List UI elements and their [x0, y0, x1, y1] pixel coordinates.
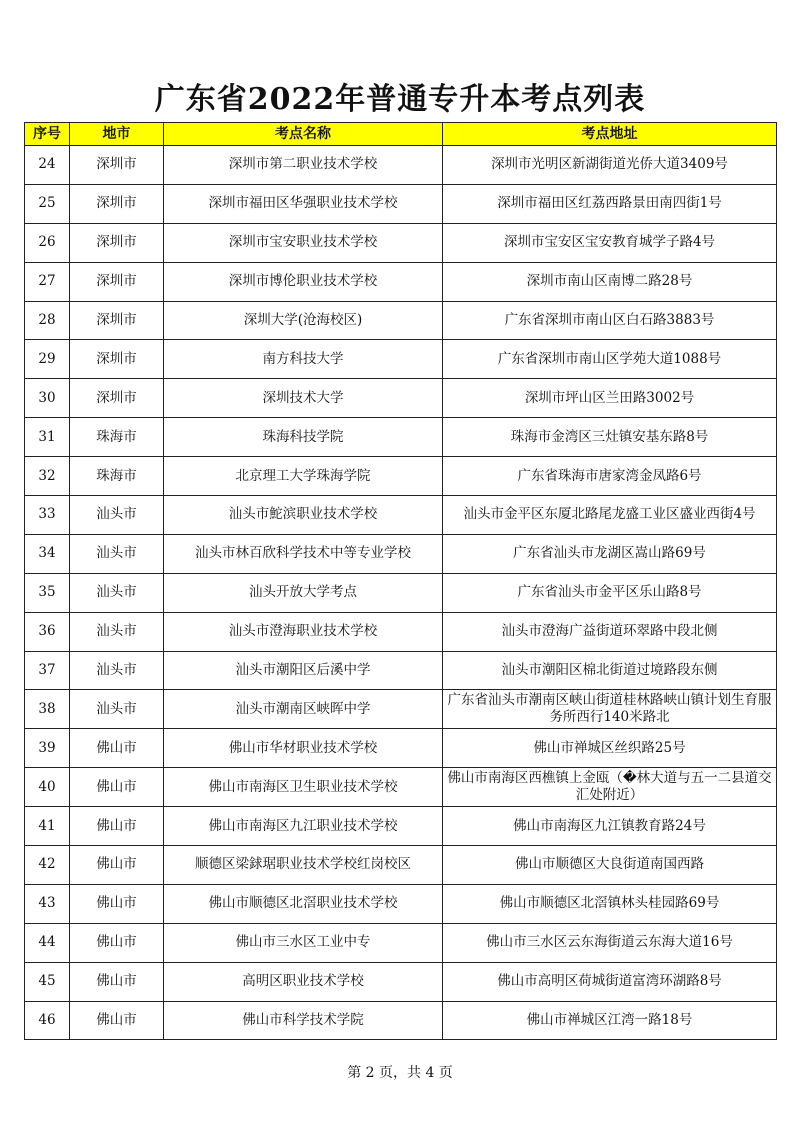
cell-city: 珠海市 [70, 457, 164, 496]
cell-city: 深圳市 [70, 340, 164, 379]
table-row [25, 146, 777, 185]
cell-city: 佛山市 [70, 807, 164, 846]
cell-name: 南方科技大学 [164, 340, 443, 379]
cell-name: 高明区职业技术学校 [164, 962, 443, 1001]
cell-no: 31 [25, 418, 70, 457]
cell-address: 广东省汕头市金平区乐山路8号 [443, 573, 777, 612]
cell-no: 41 [25, 807, 70, 846]
cell-city: 汕头市 [70, 690, 164, 729]
table-row [25, 262, 777, 301]
table-row [25, 379, 777, 418]
cell-no: 45 [25, 962, 70, 1001]
cell-no: 25 [25, 184, 70, 223]
table-row [25, 884, 777, 923]
cell-name: 汕头市潮阳区后溪中学 [164, 651, 443, 690]
cell-city: 深圳市 [70, 262, 164, 301]
table-row [25, 340, 777, 379]
cell-name: 深圳市第二职业技术学校 [164, 146, 443, 185]
cell-city: 深圳市 [70, 379, 164, 418]
cell-city: 佛山市 [70, 768, 164, 807]
cell-name: 北京理工大学珠海学院 [164, 457, 443, 496]
cell-no: 30 [25, 379, 70, 418]
table-row [25, 1001, 777, 1040]
cell-address: 广东省深圳市南山区学苑大道1088号 [443, 340, 777, 379]
cell-address: 汕头市金平区东厦北路尾龙盛工业区盛业西街4号 [443, 496, 777, 535]
cell-no: 24 [25, 146, 70, 185]
cell-no: 36 [25, 612, 70, 651]
cell-name: 深圳市博伦职业技术学校 [164, 262, 443, 301]
cell-address: 深圳市南山区南博二路28号 [443, 262, 777, 301]
cell-no: 37 [25, 651, 70, 690]
table-body [25, 146, 777, 1040]
cell-city: 佛山市 [70, 846, 164, 885]
table-row [25, 573, 777, 612]
cell-address: 佛山市禅城区江湾一路18号 [443, 1001, 777, 1040]
cell-no: 35 [25, 573, 70, 612]
cell-name: 佛山市华材职业技术学校 [164, 729, 443, 768]
cell-city: 深圳市 [70, 146, 164, 185]
table-row [25, 962, 777, 1001]
cell-no: 29 [25, 340, 70, 379]
table-row [25, 923, 777, 962]
cell-city: 深圳市 [70, 223, 164, 262]
cell-name: 佛山市科学技术学院 [164, 1001, 443, 1040]
cell-no: 38 [25, 690, 70, 729]
cell-name: 深圳市宝安职业技术学校 [164, 223, 443, 262]
table-row [25, 729, 777, 768]
page-title: 广东省2022年普通专升本考点列表 [154, 82, 646, 117]
cell-city: 佛山市 [70, 1001, 164, 1040]
header-address: 考点地址 [443, 123, 777, 146]
cell-city: 汕头市 [70, 612, 164, 651]
cell-address: 深圳市福田区红荔西路景田南四街1号 [443, 184, 777, 223]
table-header [25, 123, 777, 146]
cell-address: 广东省汕头市龙湖区嵩山路69号 [443, 534, 777, 573]
cell-address: 广东省汕头市潮南区峡山街道桂林路峡山镇计划生育服务所西行140米路北 [443, 690, 777, 729]
cell-address: 珠海市金湾区三灶镇安基东路8号 [443, 418, 777, 457]
cell-no: 40 [25, 768, 70, 807]
table-row [25, 690, 777, 729]
cell-address: 深圳市光明区新湖街道光侨大道3409号 [443, 146, 777, 185]
cell-name: 汕头市澄海职业技术学校 [164, 612, 443, 651]
cell-address: 汕头市潮阳区棉北街道过境路段东侧 [443, 651, 777, 690]
table-row [25, 184, 777, 223]
table-row [25, 651, 777, 690]
cell-name: 佛山市顺德区北滘职业技术学校 [164, 884, 443, 923]
cell-address: 深圳市坪山区兰田路3002号 [443, 379, 777, 418]
table-row [25, 457, 777, 496]
cell-name: 珠海科技学院 [164, 418, 443, 457]
table-row [25, 612, 777, 651]
table-row [25, 768, 777, 807]
cell-address: 佛山市高明区荷城街道富湾环湖路8号 [443, 962, 777, 1001]
cell-no: 32 [25, 457, 70, 496]
table-row [25, 496, 777, 535]
cell-name: 深圳技术大学 [164, 379, 443, 418]
cell-city: 佛山市 [70, 884, 164, 923]
cell-no: 26 [25, 223, 70, 262]
cell-no: 44 [25, 923, 70, 962]
header-name: 考点名称 [164, 123, 443, 146]
cell-city: 汕头市 [70, 573, 164, 612]
cell-address: 佛山市三水区云东海街道云东海大道16号 [443, 923, 777, 962]
header-city: 地市 [70, 123, 164, 146]
cell-no: 43 [25, 884, 70, 923]
cell-no: 28 [25, 301, 70, 340]
cell-name: 顺德区梁銶琚职业技术学校红岗校区 [164, 846, 443, 885]
cell-name: 汕头市潮南区峡晖中学 [164, 690, 443, 729]
cell-city: 汕头市 [70, 534, 164, 573]
table-row [25, 301, 777, 340]
cell-address: 佛山市南海区九江镇教育路24号 [443, 807, 777, 846]
cell-address: 广东省珠海市唐家湾金凤路6号 [443, 457, 777, 496]
cell-city: 汕头市 [70, 651, 164, 690]
table-row [25, 807, 777, 846]
cell-name: 佛山市南海区九江职业技术学校 [164, 807, 443, 846]
cell-name: 深圳市福田区华强职业技术学校 [164, 184, 443, 223]
table-row [25, 846, 777, 885]
cell-address: 深圳市宝安区宝安教育城学子路4号 [443, 223, 777, 262]
cell-city: 佛山市 [70, 923, 164, 962]
header-row [25, 123, 777, 146]
cell-city: 深圳市 [70, 184, 164, 223]
cell-city: 深圳市 [70, 301, 164, 340]
table-row [25, 223, 777, 262]
cell-no: 46 [25, 1001, 70, 1040]
cell-city: 佛山市 [70, 729, 164, 768]
cell-no: 33 [25, 496, 70, 535]
page-number: 第 2 页，共 4 页 [347, 1065, 453, 1081]
cell-name: 汕头开放大学考点 [164, 573, 443, 612]
cell-address: 佛山市南海区西樵镇上金瓯（�林大道与五一二县道交汇处附近） [443, 768, 777, 807]
table-row [25, 418, 777, 457]
cell-name: 汕头市林百欣科学技术中等专业学校 [164, 534, 443, 573]
cell-name: 深圳大学(沧海校区) [164, 301, 443, 340]
cell-no: 42 [25, 846, 70, 885]
cell-address: 佛山市顺德区大良街道南国西路 [443, 846, 777, 885]
cell-address: 广东省深圳市南山区白石路3883号 [443, 301, 777, 340]
cell-name: 佛山市南海区卫生职业技术学校 [164, 768, 443, 807]
cell-city: 佛山市 [70, 962, 164, 1001]
cell-no: 39 [25, 729, 70, 768]
cell-city: 汕头市 [70, 496, 164, 535]
table-row [25, 534, 777, 573]
cell-no: 27 [25, 262, 70, 301]
exam-venue-table [24, 122, 777, 1040]
cell-city: 珠海市 [70, 418, 164, 457]
cell-address: 汕头市澄海广益街道环翠路中段北侧 [443, 612, 777, 651]
cell-name: 汕头市鮀滨职业技术学校 [164, 496, 443, 535]
header-no: 序号 [25, 123, 70, 146]
cell-name: 佛山市三水区工业中专 [164, 923, 443, 962]
cell-address: 佛山市禅城区丝织路25号 [443, 729, 777, 768]
cell-address: 佛山市顺德区北滘镇林头桂园路69号 [443, 884, 777, 923]
cell-no: 34 [25, 534, 70, 573]
